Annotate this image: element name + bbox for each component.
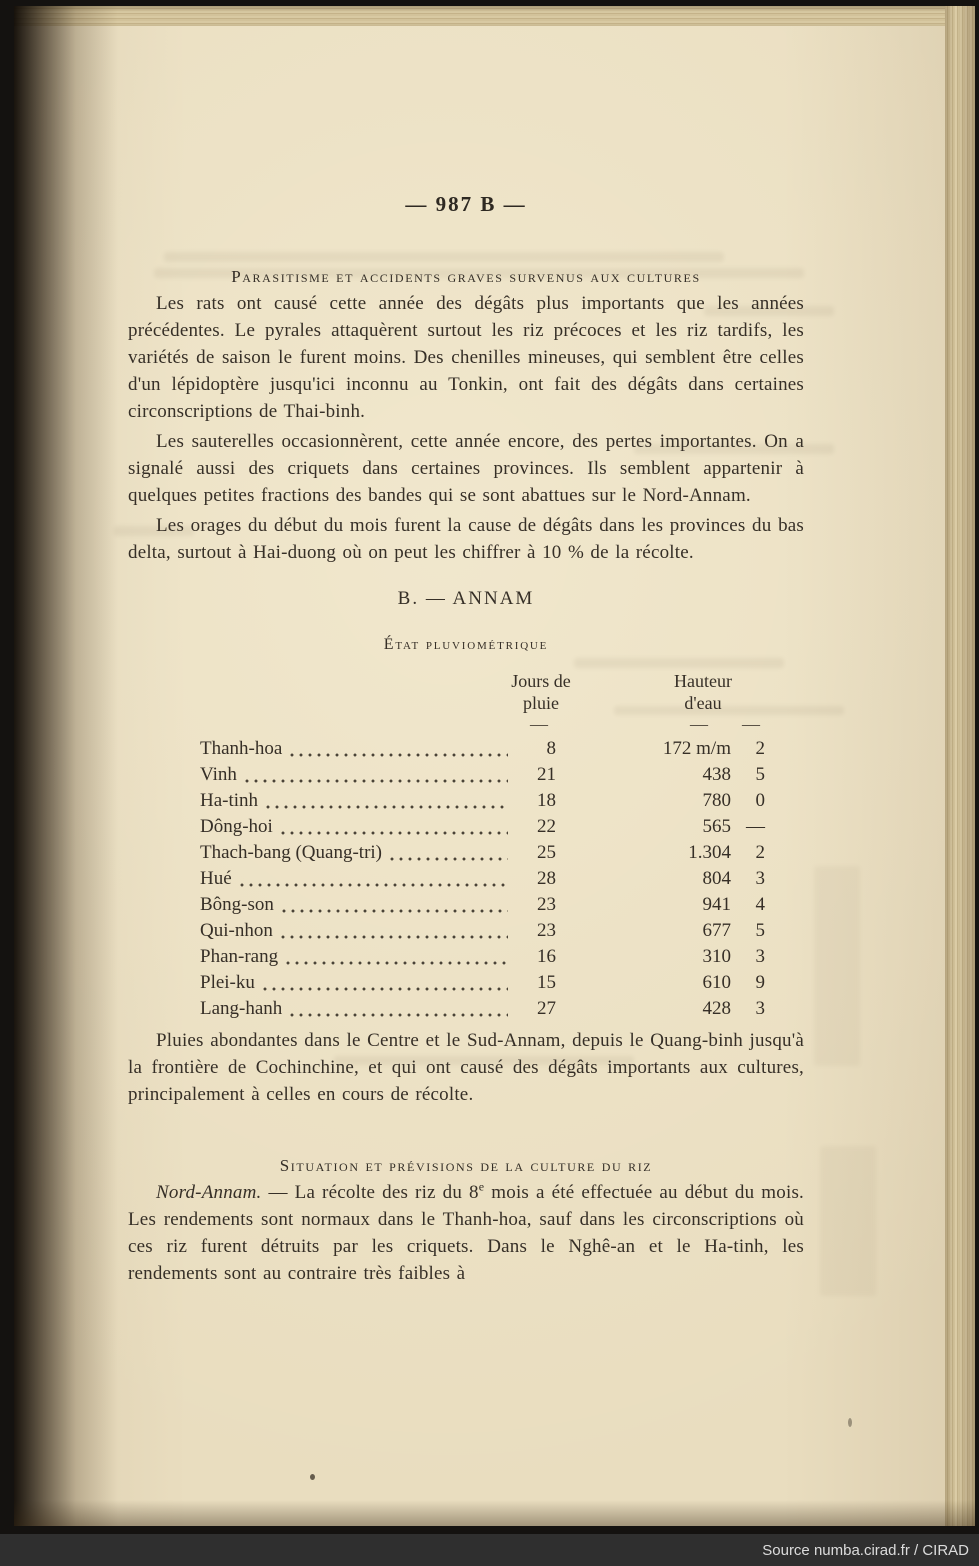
water-height-value: 172 m/m: [662, 738, 731, 759]
station-name: Thach-bang (Quang-tri): [200, 842, 383, 863]
water-height-value: 804: [702, 868, 731, 889]
source-attribution-bar: [0, 1534, 979, 1566]
bleed-through-smudge: [820, 1146, 876, 1296]
rain-table-body: [200, 738, 765, 1024]
paragraph-nord-annam: [128, 1179, 804, 1287]
rain-days-value: 18: [537, 790, 556, 811]
dot-leader: [390, 857, 508, 861]
paragraph-pluies-abondantes: Pluies abondantes dans le Centre et le Sud-Annam, depuis le Quang-binh jusqu'à la frontière de Cochinchine, et qui ont causé des dégâts importants aux cultures, principalement à celles en cours de récolte.: [128, 1030, 804, 1105]
station-name: Phan-rang: [200, 946, 279, 967]
binding-shadow: [14, 6, 118, 1526]
rain-days-value: 21: [537, 764, 556, 785]
water-height-decimal: 2: [755, 842, 765, 863]
section-heading-parasitisme: Parasitisme et accidents graves survenus aux cultures: [231, 267, 701, 286]
dot-leader: [290, 1013, 508, 1017]
water-height-decimal: 3: [755, 998, 765, 1019]
ink-speck: [848, 1418, 852, 1427]
water-height-decimal: 9: [755, 972, 765, 993]
header-rule-dash: —: [742, 714, 760, 734]
book-page: [14, 6, 975, 1526]
source-attribution-text: Source numba.cirad.fr / CIRAD: [762, 1541, 969, 1559]
water-height-value: 610: [702, 972, 731, 993]
paragraph-rats: Les rats ont causé cette année des dégâts plus importants que les années précédentes. Le pyrales attaquèrent surtout les riz précoces et les riz tardifs, les variétés de saison le furent moins. Des chenilles mineuses, qui semblent être celles d'un lépidoptère jusqu'ici inconnu au Tonkin, ont fait des dégâts dans certaines circonscriptions de Thai-binh.: [128, 293, 804, 422]
column-header-hauteur-eau: Hauteur d'eau: [674, 671, 732, 713]
rain-days-value: 22: [537, 816, 556, 837]
station-name: Bông-son: [200, 894, 274, 915]
station-name: Dông-hoi: [200, 816, 273, 837]
rain-days-value: 25: [537, 842, 556, 863]
rain-days-value: 28: [537, 868, 556, 889]
station-name: Vinh: [200, 764, 237, 785]
water-height-decimal: 5: [755, 764, 765, 785]
station-name: Hué: [200, 868, 232, 889]
rain-table-header: [200, 670, 765, 716]
water-height-value: 565: [702, 816, 731, 837]
table-row: [200, 764, 765, 790]
column-header-jours-de-pluie: Jours de pluie: [511, 671, 571, 713]
dot-leader: [266, 805, 508, 809]
table-row: [200, 998, 765, 1024]
water-height-decimal: 5: [755, 920, 765, 941]
dot-leader: [281, 935, 508, 939]
table-row: [200, 816, 765, 842]
rain-days-value: 27: [537, 998, 556, 1019]
rain-days-value: 16: [537, 946, 556, 967]
page-bottom-shadow: [14, 1500, 975, 1526]
dot-leader: [286, 961, 508, 965]
water-height-value: 1.304: [688, 842, 731, 863]
rain-table: [200, 670, 765, 1024]
header-rule-dash: —: [690, 714, 708, 734]
superscript-e: e: [478, 1179, 485, 1194]
water-height-decimal: 3: [755, 946, 765, 967]
water-height-decimal: 2: [755, 738, 765, 759]
dot-leader: [290, 753, 508, 757]
station-name: Thanh-hoa: [200, 738, 283, 759]
water-height-value: 780: [702, 790, 731, 811]
dot-leader: [245, 779, 508, 783]
rain-days-value: 23: [537, 920, 556, 941]
station-name: Plei-ku: [200, 972, 255, 993]
rain-days-value: 23: [537, 894, 556, 915]
water-height-value: 428: [702, 998, 731, 1019]
table-row: [200, 946, 765, 972]
page-number: — 987 B —: [405, 192, 527, 216]
water-height-decimal: —: [746, 816, 765, 837]
header-rules-row: [200, 714, 765, 738]
table-row: [200, 738, 765, 764]
dot-leader: [240, 883, 508, 887]
table-row: [200, 842, 765, 868]
water-height-value: 941: [702, 894, 731, 915]
water-height-decimal: 0: [755, 790, 765, 811]
table-row: [200, 790, 765, 816]
water-height-value: 310: [702, 946, 731, 967]
ink-speck: [310, 1474, 315, 1480]
page-stack-right-edge: [945, 6, 975, 1526]
water-height-value: 677: [702, 920, 731, 941]
water-height-value: 438: [702, 764, 731, 785]
rain-days-value: 8: [546, 738, 556, 759]
dot-leader: [281, 831, 508, 835]
paragraph-sauterelles: Les sauterelles occasionnèrent, cette année encore, des pertes importantes. On a signalé aussi des criquets dans certaines provinces. Ils semblent appartenir à quelques petites fractions des bandes qui se sont abattues sur le Nord-Annam.: [128, 431, 804, 506]
water-height-decimal: 3: [755, 868, 765, 889]
table-row: [200, 894, 765, 920]
station-name: Ha-tinh: [200, 790, 259, 811]
table-row: [200, 868, 765, 894]
table-row: [200, 972, 765, 998]
rain-days-value: 15: [537, 972, 556, 993]
text-run: — La récolte des riz du 8: [261, 1182, 479, 1203]
subheading-etat-pluviometrique: État pluviométrique: [383, 636, 549, 653]
nord-annam-lead: Nord-Annam.: [156, 1182, 262, 1203]
table-row: [200, 920, 765, 946]
station-name: Qui-nhon: [200, 920, 273, 941]
dot-leader: [263, 987, 508, 991]
bleed-through-smudge: [814, 866, 860, 1066]
header-rule-dash: —: [530, 714, 548, 734]
text-run: mois a été effectuée au début du mois. Les rendements sont normaux dans le Thanh-hoa, sauf dans les circonscriptions où ces riz furent détruits par les criquets. Dans le Nghê-an et le Ha-tinh, les rendements sont au contraire très faibles à: [128, 1182, 804, 1284]
dot-leader: [282, 909, 508, 913]
station-name: Lang-hanh: [200, 998, 283, 1019]
section-heading-situation: Situation et prévisions de la culture du riz: [279, 1156, 653, 1175]
section-heading-annam: B. — ANNAM: [397, 588, 535, 609]
paragraph-orages: Les orages du début du mois furent la cause de dégâts dans les provinces du bas delta, surtout à Hai-duong où on peut les chiffrer à 10 % de la récolte.: [128, 515, 804, 563]
water-height-decimal: 4: [755, 894, 765, 915]
page-content: [128, 6, 804, 1287]
